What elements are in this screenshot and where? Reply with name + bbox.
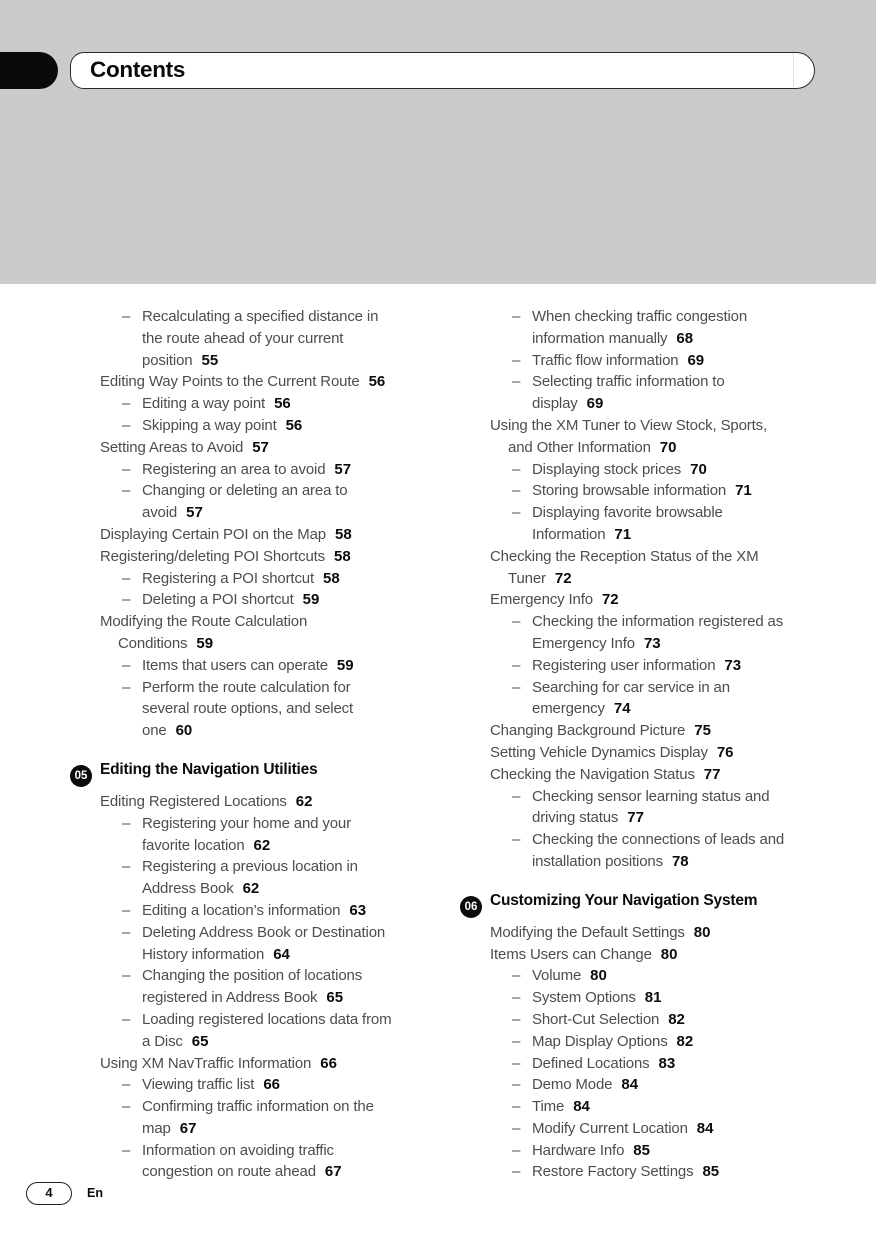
toc-entry: – Registering a previous location in Address Book 62 (122, 858, 358, 898)
dash-bullet: – (512, 460, 521, 478)
toc-section-header (460, 890, 848, 918)
toc-entry: Checking the Navigation Status 77 (490, 765, 721, 783)
toc-entry: – Modify Current Location 84 (490, 1118, 848, 1140)
toc-entry-page-number: 57 (334, 460, 352, 478)
dash-bullet: – (122, 591, 131, 609)
toc-entry: – Hardware Info 85 (490, 1140, 848, 1162)
footer-page-number-pill: 4 (26, 1182, 72, 1205)
toc-entry: – Information on avoiding traffic congestion on route ahead 67 (122, 1141, 342, 1181)
dash-bullet: – (512, 1010, 521, 1028)
dash-bullet: – (512, 1076, 521, 1094)
dash-bullet: – (512, 613, 521, 631)
toc-entry: Displaying Certain POI on the Map 58 (100, 525, 352, 543)
chapter-number-badge: 06 (460, 896, 482, 918)
toc-entry-page-number: 71 (614, 525, 632, 543)
toc-entry-page-number: 69 (586, 395, 604, 413)
toc-entry-page-number: 71 (735, 482, 752, 500)
toc-entry: – Registering your home and your favorite location 62 (122, 814, 351, 854)
toc-column-left (70, 306, 448, 1183)
header-side-tab (0, 52, 58, 89)
toc-entry-page-number: 85 (702, 1163, 720, 1181)
toc-entry: – Demo Mode 84 (490, 1074, 848, 1096)
dash-bullet: – (512, 308, 521, 325)
dash-bullet: – (122, 967, 131, 985)
toc-entry: – Editing a way point 56 (100, 393, 448, 415)
toc-entry-page-number: 55 (201, 351, 219, 369)
toc-entry-page-number: 58 (335, 525, 352, 543)
toc-entry-page-number: 63 (349, 901, 367, 919)
toc-entry-page-number: 59 (196, 634, 214, 652)
dash-bullet: – (512, 1163, 521, 1181)
dash-bullet: – (512, 351, 521, 369)
toc-entry: Editing Way Points to the Current Route 56 (100, 373, 386, 391)
toc-entry: Using the XM Tuner to View Stock, Sports, and Other Information 70 (490, 416, 768, 456)
toc-entry-page-number: 57 (252, 438, 269, 456)
toc-entry-page-number: 70 (690, 460, 707, 478)
toc-entry-page-number: 58 (323, 569, 340, 587)
toc-entry: – Deleting Address Book or Destination History information 64 (122, 923, 386, 963)
toc-entry: – System Options 81 (490, 987, 848, 1009)
toc-entry-page-number: 67 (179, 1119, 197, 1137)
toc-entry-page-number: 72 (554, 569, 572, 587)
toc-entry-page-number: 62 (295, 792, 313, 810)
toc-entry: – Checking the information registered as Emergency Info 73 (512, 613, 784, 652)
dash-bullet: – (122, 1076, 131, 1094)
toc-entry: – Defined Locations 83 (490, 1053, 848, 1075)
toc-entry: Registering/deleting POI Shortcuts 58 (100, 547, 351, 565)
toc-entry: – Displaying favorite browsable Information 71 (512, 504, 723, 543)
toc-entry: – Selecting traffic information to display 69 (512, 373, 725, 413)
dash-bullet: – (122, 1141, 131, 1159)
toc-entry: Checking the Reception Status of the XM Tuner 72 (490, 547, 759, 587)
toc-entry: – Skipping a way point 56 (100, 415, 448, 437)
dash-bullet: – (122, 482, 131, 500)
toc-entry: – Perform the route calculation for several route options, and select one 60 (122, 678, 354, 740)
toc-entry-page-number: 70 (659, 438, 677, 456)
dash-bullet: – (122, 308, 131, 325)
toc-entry-page-number: 60 (175, 722, 193, 740)
dash-bullet: – (122, 814, 131, 832)
dash-bullet: – (512, 678, 521, 696)
toc-entry-page-number: 77 (703, 765, 721, 783)
toc-entry-page-number: 64 (273, 945, 290, 963)
toc-entry: – Checking the connections of leads and installation positions 78 (512, 831, 785, 870)
toc-entry: – Volume 80 (490, 965, 848, 987)
toc-entry-page-number: 76 (716, 743, 734, 761)
chapter-number-badge: 05 (70, 765, 92, 787)
dash-bullet: – (512, 656, 521, 674)
toc-entry-page-number: 75 (694, 722, 711, 740)
section-title: Editing the Navigation Utilities (100, 760, 318, 778)
dash-bullet: – (122, 416, 131, 434)
dash-bullet: – (122, 656, 131, 674)
dash-bullet: – (512, 504, 521, 522)
toc-entry-page-number: 65 (326, 989, 344, 1007)
dash-bullet: – (512, 967, 521, 985)
dash-bullet: – (512, 1054, 521, 1072)
toc-column-right (460, 306, 848, 1183)
toc-entry-page-number: 83 (658, 1054, 676, 1072)
toc-entry: Using XM NavTraffic Information 66 (100, 1054, 337, 1072)
title-bar (70, 52, 815, 89)
toc-entry-page-number: 59 (336, 656, 354, 674)
toc-entry-page-number: 73 (724, 656, 742, 674)
toc-entry: Setting Areas to Avoid 57 (100, 438, 269, 456)
dash-bullet: – (122, 569, 131, 587)
dash-bullet: – (512, 1119, 521, 1137)
toc-entry-page-number: 65 (191, 1032, 209, 1050)
toc-entry: Changing Background Picture 75 (490, 722, 711, 740)
dash-bullet: – (512, 787, 521, 805)
toc-entry-page-number: 80 (660, 945, 678, 963)
toc-entry: Editing Registered Locations 62 (100, 792, 313, 810)
toc-entry-page-number: 72 (601, 591, 619, 609)
toc-entry-page-number: 69 (687, 351, 705, 369)
toc-entry-page-number: 67 (324, 1163, 342, 1181)
section-title: Customizing Your Navigation System (490, 891, 758, 909)
toc-entry-page-number: 84 (621, 1076, 639, 1094)
toc-entry: – Editing a location’s information 63 (100, 900, 448, 922)
dash-bullet: – (122, 1010, 131, 1028)
dash-bullet: – (122, 901, 131, 919)
toc-entry: – Restore Factory Settings 85 (490, 1161, 848, 1183)
toc-entry-page-number: 68 (676, 329, 694, 347)
dash-bullet: – (122, 678, 131, 696)
title-bar-seam (793, 53, 794, 87)
dash-bullet: – (122, 460, 131, 478)
toc-entry: – Registering an area to avoid 57 (100, 459, 448, 481)
toc-entry: Modifying the Route Calculation Conditions 59 (100, 613, 308, 652)
toc-entry-page-number: 66 (263, 1076, 281, 1094)
toc-entry: – Displaying stock prices 70 (490, 459, 848, 481)
toc-entry-page-number: 56 (368, 373, 386, 391)
toc-entry: Setting Vehicle Dynamics Display 76 (490, 743, 734, 761)
toc-entry-page-number: 78 (671, 852, 689, 870)
toc-entry-page-number: 85 (633, 1141, 650, 1159)
toc-entry-page-number: 82 (676, 1032, 694, 1050)
toc-entry: – Recalculating a specified distance in the route ahead of your current position 55 (122, 308, 379, 369)
toc-entry: Modifying the Default Settings 80 (490, 923, 711, 941)
dash-bullet: – (512, 1141, 521, 1159)
toc-entry: – When checking traffic congestion information manually 68 (512, 308, 748, 347)
toc-entry: Emergency Info 72 (490, 591, 619, 609)
toc-entry-page-number: 58 (334, 547, 351, 565)
toc-entry: – Time 84 (490, 1096, 848, 1118)
dash-bullet: – (122, 858, 131, 876)
toc-entry-page-number: 82 (668, 1010, 685, 1028)
header-gray-band (0, 0, 876, 284)
toc-entry-page-number: 77 (627, 809, 644, 827)
dash-bullet: – (512, 1032, 521, 1050)
dash-bullet: – (122, 1098, 131, 1116)
toc-entry-page-number: 57 (186, 504, 203, 522)
toc-entry-page-number: 59 (302, 591, 320, 609)
toc-entry: – Loading registered locations data from a Disc 65 (122, 1010, 392, 1050)
toc-entry-page-number: 62 (253, 836, 271, 854)
toc-entry-page-number: 74 (613, 700, 631, 718)
toc-entry: – Traffic flow information 69 (490, 350, 848, 372)
toc-entry: – Registering a POI shortcut 58 (100, 568, 448, 590)
toc-entry: – Items that users can operate 59 (100, 655, 448, 677)
dash-bullet: – (512, 1098, 521, 1116)
toc-entry: – Searching for car service in an emergency 74 (512, 678, 730, 718)
toc-entry-page-number: 62 (242, 880, 260, 898)
toc-entry: – Viewing traffic list 66 (100, 1074, 448, 1096)
toc-entry-page-number: 80 (590, 967, 607, 985)
toc-entry: Items Users can Change 80 (490, 945, 678, 963)
toc-entry: – Storing browsable information 71 (490, 480, 848, 502)
dash-bullet: – (122, 923, 131, 941)
toc-entry-page-number: 73 (643, 634, 661, 652)
toc-entry: – Changing the position of locations registered in Address Book 65 (122, 967, 363, 1007)
page-title: Contents (90, 57, 186, 82)
toc-entry: – Confirming traffic information on the map 67 (122, 1098, 374, 1137)
toc-entry: – Map Display Options 82 (490, 1031, 848, 1053)
toc-entry-page-number: 56 (285, 416, 303, 434)
dash-bullet: – (512, 373, 521, 391)
toc-entry-page-number: 84 (696, 1119, 714, 1137)
toc-entry-page-number: 66 (320, 1054, 337, 1072)
toc-entry: – Registering user information 73 (490, 655, 848, 677)
dash-bullet: – (512, 989, 521, 1007)
toc-entry-page-number: 84 (573, 1098, 590, 1116)
footer-language-label: En (87, 1186, 103, 1200)
toc-entry: – Short-Cut Selection 82 (490, 1009, 848, 1031)
toc-entry: – Deleting a POI shortcut 59 (100, 589, 448, 611)
dash-bullet: – (512, 831, 521, 849)
toc-entry-page-number: 56 (274, 395, 291, 413)
dash-bullet: – (122, 395, 131, 413)
toc-entry-page-number: 80 (693, 923, 711, 941)
toc-entry-page-number: 81 (644, 989, 662, 1007)
toc-entry: – Changing or deleting an area to avoid 57 (122, 482, 348, 522)
toc-entry: – Checking sensor learning status and driving status 77 (512, 787, 770, 827)
dash-bullet: – (512, 482, 521, 500)
toc-section-header (70, 759, 448, 787)
